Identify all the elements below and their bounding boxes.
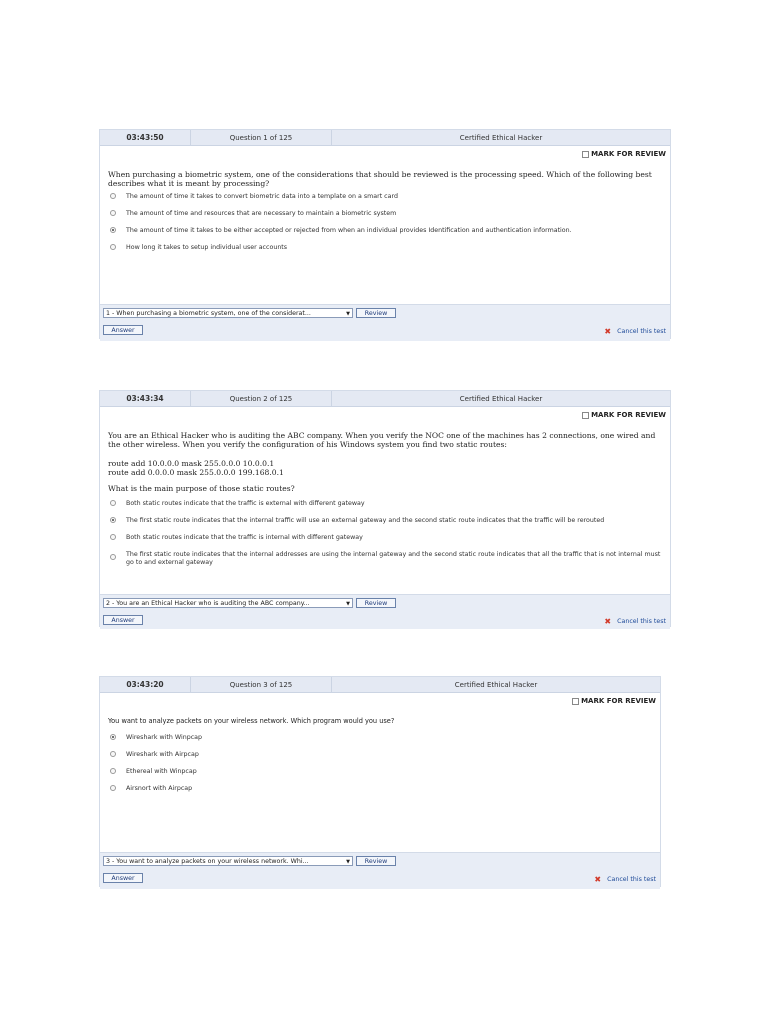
- radio-button[interactable]: [110, 768, 116, 774]
- option-label: Airsnort with Airpcap: [126, 785, 193, 792]
- radio-button[interactable]: [110, 193, 116, 199]
- cancel-test-link[interactable]: [594, 875, 656, 884]
- option-label: The first static route indicates that the internal traffic will use an external gateway and the second static route indicates that the traffic will be rerouted: [126, 517, 605, 524]
- radio-button[interactable]: [110, 210, 116, 216]
- option-label: The first static route indicates that the internal addresses are using the internal gateway and the second static route indicates that all the traffic that is not internal must go to and external gateway: [126, 551, 661, 566]
- cancel-icon: ✖: [604, 617, 612, 626]
- panel-header: [100, 130, 670, 146]
- radio-button-selected[interactable]: [110, 734, 116, 740]
- question-number: Question 2 of 125: [191, 391, 332, 406]
- question-select[interactable]: [103, 308, 353, 318]
- cancel-icon: ✖: [604, 327, 612, 336]
- route-line-2: route add 0.0.0.0 mask 255.0.0.0 199.168.0.1: [108, 468, 284, 477]
- radio-button[interactable]: [110, 554, 116, 560]
- option[interactable]: [100, 551, 670, 571]
- option[interactable]: [100, 734, 660, 751]
- radio-button[interactable]: [110, 785, 116, 791]
- panel-header: [100, 391, 670, 407]
- option[interactable]: [100, 768, 660, 785]
- answer-button[interactable]: Answer: [103, 325, 143, 335]
- radio-button[interactable]: [110, 751, 116, 757]
- radio-button[interactable]: [110, 244, 116, 250]
- exam-title: Certified Ethical Hacker: [454, 680, 538, 689]
- option[interactable]: [100, 244, 670, 261]
- mark-for-review-checkbox[interactable]: [572, 698, 579, 705]
- cancel-test-link[interactable]: [604, 327, 666, 336]
- question-select-value: 3 - You want to analyze packets on your wireless network. Whi...: [106, 858, 309, 865]
- option[interactable]: [100, 534, 670, 551]
- option[interactable]: [100, 227, 670, 244]
- review-button[interactable]: Review: [356, 598, 396, 608]
- timer: 03:43:50: [100, 130, 191, 145]
- option-label: Wireshark with Airpcap: [126, 751, 199, 758]
- exam-title: Certified Ethical Hacker: [459, 133, 543, 142]
- option[interactable]: [100, 785, 660, 802]
- cancel-test-label: Cancel this test: [617, 328, 666, 335]
- answer-button[interactable]: Answer: [103, 873, 143, 883]
- radio-button-selected[interactable]: [110, 517, 116, 523]
- question-text: When purchasing a biometric system, one of the considerations that should be reviewed is the processing speed. Which of the following best describes what it is meant by processing?: [108, 170, 652, 188]
- dropdown-arrow-icon: ▼: [346, 859, 350, 865]
- option-label: How long it takes to setup individual user accounts: [126, 244, 288, 251]
- question-text: You are an Ethical Hacker who is auditing the ABC company. When you verify the NOC one of the machines has 2 connections, one wired and the other wireless. When you verify the configuration of his Windows system you find two static routes:: [108, 431, 656, 449]
- question-panel-2: [99, 390, 671, 627]
- question-select[interactable]: [103, 856, 353, 866]
- option-label: Ethereal with Winpcap: [126, 768, 197, 775]
- option[interactable]: [100, 517, 670, 534]
- exam-title: Certified Ethical Hacker: [459, 394, 543, 403]
- option-label: The amount of time it takes to be either accepted or rejected from when an individual provides Identification and authentication information.: [126, 227, 572, 234]
- cancel-test-link[interactable]: [604, 617, 666, 626]
- mark-for-review-checkbox[interactable]: [582, 151, 589, 158]
- radio-button[interactable]: [110, 534, 116, 540]
- question-select-value: 2 - You are an Ethical Hacker who is auditing the ABC company...: [106, 600, 310, 607]
- review-button[interactable]: Review: [356, 856, 396, 866]
- question-number: Question 3 of 125: [191, 677, 332, 692]
- question-number: Question 1 of 125: [191, 130, 332, 145]
- radio-button-selected[interactable]: [110, 227, 116, 233]
- question-panel-3: [99, 676, 661, 887]
- option[interactable]: [100, 500, 670, 517]
- dropdown-arrow-icon: ▼: [346, 601, 350, 607]
- cancel-test-label: Cancel this test: [607, 876, 656, 883]
- cancel-test-label: Cancel this test: [617, 618, 666, 625]
- dropdown-arrow-icon: ▼: [346, 311, 350, 317]
- cancel-icon: ✖: [594, 875, 602, 884]
- route-line-1: route add 10.0.0.0 mask 255.0.0.0 10.0.0.1: [108, 459, 275, 468]
- option-label: The amount of time it takes to convert biometric data into a template on a smart card: [126, 193, 398, 200]
- option[interactable]: [100, 193, 670, 210]
- timer: 03:43:20: [100, 677, 191, 692]
- mark-for-review-label: MARK FOR REVIEW: [581, 697, 656, 705]
- question-navbar: [100, 594, 670, 629]
- radio-button[interactable]: [110, 500, 116, 506]
- mark-for-review-label: MARK FOR REVIEW: [591, 411, 666, 419]
- mark-for-review-checkbox[interactable]: [582, 412, 589, 419]
- mark-for-review-label: MARK FOR REVIEW: [591, 150, 666, 158]
- question-text: You want to analyze packets on your wireless network. Which program would you use?: [108, 717, 395, 725]
- review-button[interactable]: Review: [356, 308, 396, 318]
- option-label: Both static routes indicate that the traffic is internal with different gateway: [126, 534, 363, 541]
- question-subtext: What is the main purpose of those static routes?: [108, 484, 295, 493]
- question-navbar: [100, 304, 670, 341]
- option-label: Both static routes indicate that the traffic is external with different gateway: [126, 500, 365, 507]
- option[interactable]: [100, 751, 660, 768]
- question-panel-1: [99, 129, 671, 339]
- question-navbar: [100, 852, 660, 889]
- question-select-value: 1 - When purchasing a biometric system, one of the considerat...: [106, 310, 311, 317]
- option-label: Wireshark with Winpcap: [126, 734, 203, 741]
- timer: 03:43:34: [100, 391, 191, 406]
- option-label: The amount of time and resources that are necessary to maintain a biometric system: [126, 210, 397, 217]
- option[interactable]: [100, 210, 670, 227]
- panel-header: [100, 677, 660, 693]
- question-select[interactable]: [103, 598, 353, 608]
- answer-button[interactable]: Answer: [103, 615, 143, 625]
